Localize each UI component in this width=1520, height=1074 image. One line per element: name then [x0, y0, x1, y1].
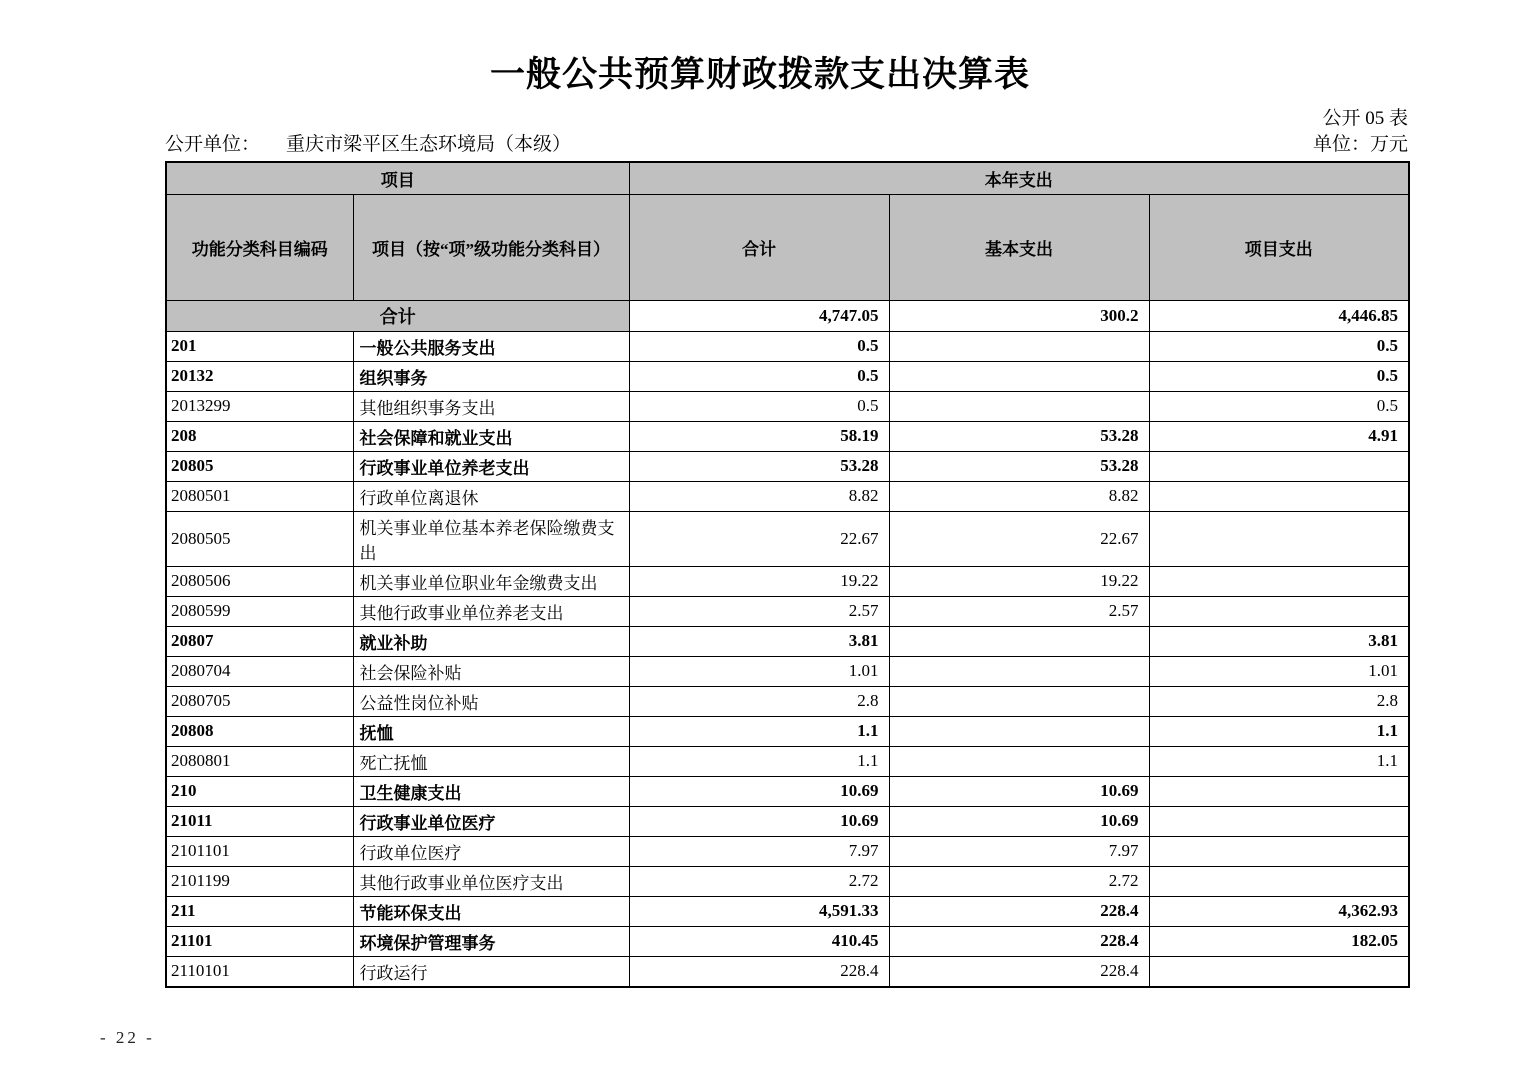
name-cell: 行政单位离退休 — [353, 481, 629, 511]
basic-cell: 7.97 — [889, 836, 1149, 866]
project-cell — [1149, 566, 1409, 596]
table-row — [166, 451, 1409, 481]
name-cell: 行政事业单位养老支出 — [353, 451, 629, 481]
code-cell: 208 — [166, 421, 353, 451]
code-cell: 2101199 — [166, 866, 353, 896]
project-cell — [1149, 596, 1409, 626]
name-cell: 死亡抚恤 — [353, 746, 629, 776]
total-cell: 19.22 — [629, 566, 889, 596]
basic-cell — [889, 331, 1149, 361]
publish-unit-name: 重庆市梁平区生态环境局（本级） — [286, 134, 572, 155]
total-cell: 2.8 — [629, 686, 889, 716]
total-cell: 1.1 — [629, 746, 889, 776]
name-cell: 一般公共服务支出 — [353, 331, 629, 361]
project-cell: 4,362.93 — [1149, 896, 1409, 926]
basic-cell — [889, 391, 1149, 421]
project-cell — [1149, 511, 1409, 566]
basic-cell — [889, 686, 1149, 716]
code-cell: 210 — [166, 776, 353, 806]
basic-cell — [889, 626, 1149, 656]
project-cell — [1149, 956, 1409, 987]
name-cell: 抚恤 — [353, 716, 629, 746]
project-cell — [1149, 806, 1409, 836]
code-cell: 2080704 — [166, 656, 353, 686]
table-row — [166, 896, 1409, 926]
table-body — [166, 300, 1409, 987]
project-cell: 4,446.85 — [1149, 300, 1409, 331]
table-row — [166, 331, 1409, 361]
name-cell: 其他行政事业单位医疗支出 — [353, 866, 629, 896]
publish-unit-label: 公开单位： — [165, 134, 261, 155]
code-cell: 2101101 — [166, 836, 353, 866]
table-row — [166, 656, 1409, 686]
basic-cell: 8.82 — [889, 481, 1149, 511]
project-cell: 0.5 — [1149, 361, 1409, 391]
name-cell: 其他行政事业单位养老支出 — [353, 596, 629, 626]
code-cell: 20805 — [166, 451, 353, 481]
name-cell: 卫生健康支出 — [353, 776, 629, 806]
project-cell: 1.1 — [1149, 716, 1409, 746]
table-row — [166, 626, 1409, 656]
total-cell: 10.69 — [629, 806, 889, 836]
basic-cell — [889, 716, 1149, 746]
name-cell: 公益性岗位补贴 — [353, 686, 629, 716]
total-cell: 228.4 — [629, 956, 889, 987]
code-cell: 2080599 — [166, 596, 353, 626]
name-cell: 机关事业单位职业年金缴费支出 — [353, 566, 629, 596]
table-row — [166, 361, 1409, 391]
col-header-total: 合计 — [629, 194, 889, 300]
table-row — [166, 746, 1409, 776]
total-cell: 58.19 — [629, 421, 889, 451]
total-cell: 53.28 — [629, 451, 889, 481]
publish-unit — [165, 132, 571, 158]
table-row — [166, 926, 1409, 956]
total-cell: 4,747.05 — [629, 300, 889, 331]
total-row — [166, 300, 1409, 331]
col-group-current-year: 本年支出 — [629, 162, 1409, 194]
table-row — [166, 866, 1409, 896]
total-row-label: 合计 — [166, 300, 629, 331]
total-cell: 410.45 — [629, 926, 889, 956]
name-cell: 组织事务 — [353, 361, 629, 391]
basic-cell: 228.4 — [889, 896, 1149, 926]
project-cell: 0.5 — [1149, 331, 1409, 361]
code-cell: 2080506 — [166, 566, 353, 596]
total-cell: 0.5 — [629, 391, 889, 421]
basic-cell: 53.28 — [889, 451, 1149, 481]
name-cell: 就业补助 — [353, 626, 629, 656]
header-group-row — [166, 162, 1409, 194]
basic-cell — [889, 656, 1149, 686]
code-cell: 21011 — [166, 806, 353, 836]
basic-cell: 22.67 — [889, 511, 1149, 566]
table-row — [166, 391, 1409, 421]
code-cell: 20808 — [166, 716, 353, 746]
total-cell: 8.82 — [629, 481, 889, 511]
col-header-item: 项目（按“项”级功能分类科目） — [353, 194, 629, 300]
total-cell: 4,591.33 — [629, 896, 889, 926]
table-row — [166, 596, 1409, 626]
code-cell: 20807 — [166, 626, 353, 656]
meta-line — [165, 132, 1408, 158]
name-cell: 行政单位医疗 — [353, 836, 629, 866]
code-cell: 2080501 — [166, 481, 353, 511]
basic-cell: 228.4 — [889, 926, 1149, 956]
name-cell: 节能环保支出 — [353, 896, 629, 926]
page-title: 一般公共预算财政拨款支出决算表 — [489, 55, 1030, 94]
basic-cell: 2.57 — [889, 596, 1149, 626]
basic-cell — [889, 746, 1149, 776]
page-number: - 22 - — [100, 1028, 155, 1047]
code-cell: 2013299 — [166, 391, 353, 421]
col-header-project: 项目支出 — [1149, 194, 1409, 300]
name-cell: 行政事业单位医疗 — [353, 806, 629, 836]
basic-cell: 53.28 — [889, 421, 1149, 451]
project-cell: 3.81 — [1149, 626, 1409, 656]
col-header-code: 功能分类科目编码 — [166, 194, 353, 300]
basic-cell — [889, 361, 1149, 391]
table-row — [166, 566, 1409, 596]
project-cell: 1.1 — [1149, 746, 1409, 776]
total-cell: 10.69 — [629, 776, 889, 806]
total-cell: 0.5 — [629, 331, 889, 361]
name-cell: 行政运行 — [353, 956, 629, 987]
table-code: 公开 05 表 — [1322, 108, 1408, 129]
total-cell: 1.1 — [629, 716, 889, 746]
basic-cell: 10.69 — [889, 776, 1149, 806]
total-cell: 22.67 — [629, 511, 889, 566]
basic-cell: 300.2 — [889, 300, 1149, 331]
header-columns-row — [166, 194, 1409, 300]
table-row — [166, 776, 1409, 806]
basic-cell: 10.69 — [889, 806, 1149, 836]
code-cell: 201 — [166, 331, 353, 361]
table-row — [166, 836, 1409, 866]
table-row — [166, 806, 1409, 836]
budget-table — [165, 161, 1410, 988]
table-row — [166, 716, 1409, 746]
project-cell: 182.05 — [1149, 926, 1409, 956]
project-cell — [1149, 451, 1409, 481]
code-cell: 2080801 — [166, 746, 353, 776]
name-cell: 社会保险补贴 — [353, 656, 629, 686]
total-cell: 1.01 — [629, 656, 889, 686]
total-cell: 2.72 — [629, 866, 889, 896]
code-cell: 2080705 — [166, 686, 353, 716]
table-row — [166, 421, 1409, 451]
table-row — [166, 686, 1409, 716]
basic-cell: 228.4 — [889, 956, 1149, 987]
col-group-item: 项目 — [166, 162, 629, 194]
table-row — [166, 956, 1409, 987]
name-cell: 社会保障和就业支出 — [353, 421, 629, 451]
project-cell — [1149, 776, 1409, 806]
name-cell: 机关事业单位基本养老保险缴费支出 — [353, 511, 629, 566]
project-cell: 1.01 — [1149, 656, 1409, 686]
code-cell: 20132 — [166, 361, 353, 391]
basic-cell: 19.22 — [889, 566, 1149, 596]
name-cell: 其他组织事务支出 — [353, 391, 629, 421]
project-cell — [1149, 866, 1409, 896]
basic-cell: 2.72 — [889, 866, 1149, 896]
project-cell: 2.8 — [1149, 686, 1409, 716]
project-cell: 0.5 — [1149, 391, 1409, 421]
total-cell: 7.97 — [629, 836, 889, 866]
total-cell: 3.81 — [629, 626, 889, 656]
total-cell: 2.57 — [629, 596, 889, 626]
table-row — [166, 481, 1409, 511]
money-unit: 单位：万元 — [1312, 134, 1408, 155]
table-row — [166, 511, 1409, 566]
code-cell: 2080505 — [166, 511, 353, 566]
project-cell — [1149, 836, 1409, 866]
project-cell: 4.91 — [1149, 421, 1409, 451]
code-cell: 211 — [166, 896, 353, 926]
col-header-basic: 基本支出 — [889, 194, 1149, 300]
name-cell: 环境保护管理事务 — [353, 926, 629, 956]
project-cell — [1149, 481, 1409, 511]
total-cell: 0.5 — [629, 361, 889, 391]
code-cell: 2110101 — [166, 956, 353, 987]
code-cell: 21101 — [166, 926, 353, 956]
